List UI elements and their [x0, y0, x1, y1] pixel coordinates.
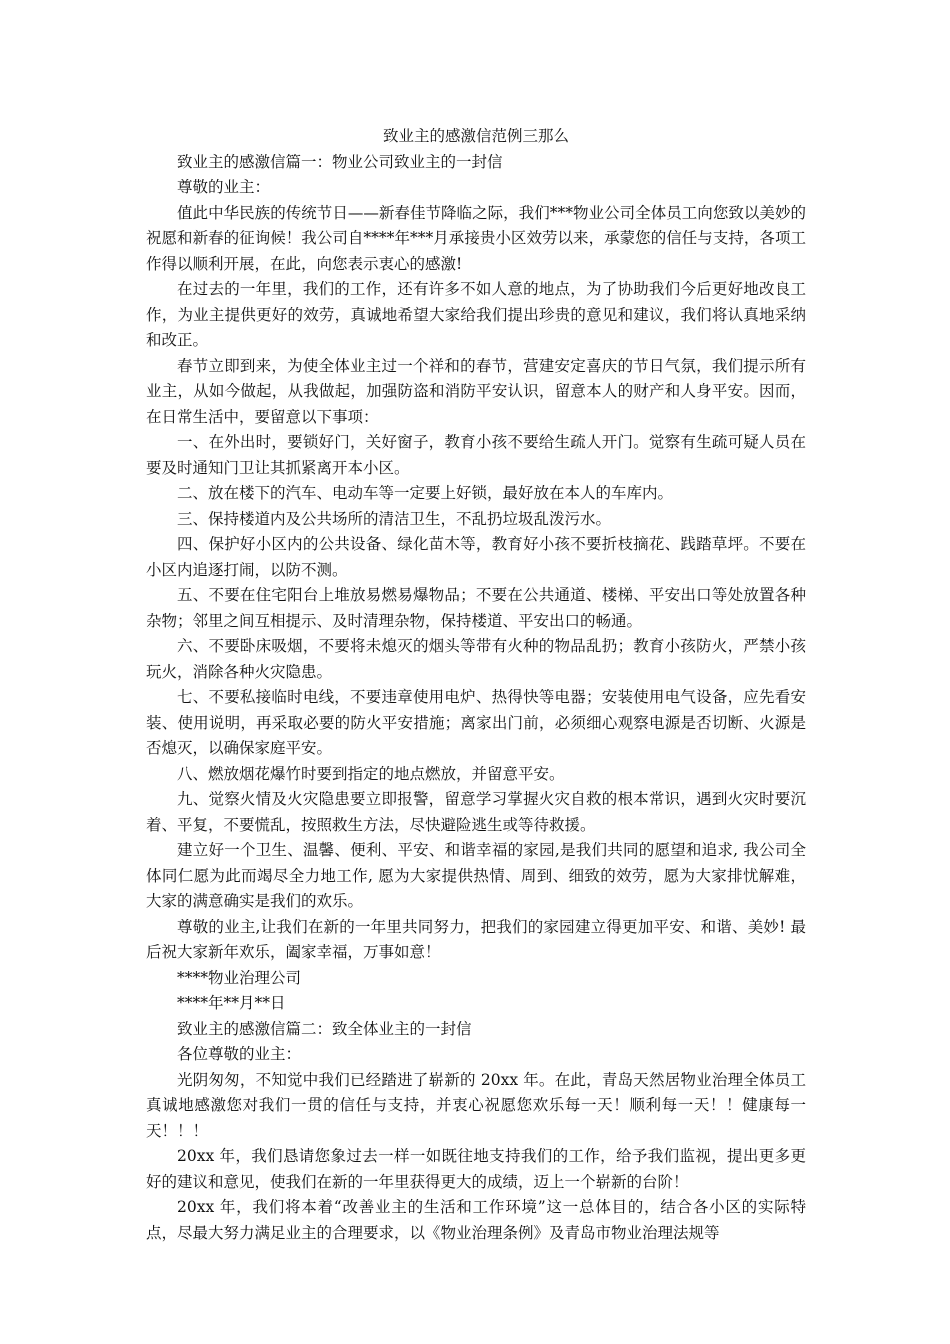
list-item: 七、不要私接临时电线，不要违章使用电炉、热得快等电器；安装使用电气设备，应先看安装、使用说明，再采取必要的防火平安措施；离家出门前，必须细心观察电源是否切断、火源是否熄灭，以确保家庭平安。: [146, 688, 806, 757]
paragraph: 光阴匆匆，不知觉中我们已经踏进了崭新的 20xx 年。在此，青岛天然居物业治理全体员工真诚地感激您对我们一贯的信任与支持，并衷心祝愿您欢乐每一天！顺利每一天！！健康每一天！！！: [146, 1070, 806, 1140]
salutation-1: 尊敬的业主：: [177, 178, 271, 196]
list-item: 一、在外出时，要锁好门，关好窗子，教育小孩不要给生疏人开门。觉察有生疏可疑人员在要及时通知门卫让其抓紧离开本小区。: [146, 433, 806, 477]
paragraph: 建立好一个卫生、温馨、便利、平安、和谐幸福的家园,是我们共同的愿望和追求, 我公司全体同仁愿为此而竭尽全力地工作, 愿为大家提供热情、周到、细致的效劳，愿为大家排忧解难，大家的满意确实是我们的欢乐。: [146, 841, 806, 910]
paragraph: 20xx 年，我们将本着“改善业主的生活和工作环境”这一总体目的，结合各小区的实际特点，尽最大努力满足业主的合理要求，以《物业治理条例》及青岛市物业治理法规等: [146, 1198, 806, 1242]
paragraph: 在过去的一年里，我们的工作，还有许多不如人意的地点，为了协助我们今后更好地改良工作，为业主提供更好的效劳，真诚地希望大家给我们提出珍贵的意见和建议，我们将认真地采纳和改正。: [146, 280, 806, 349]
signature-company: ****物业治理公司: [177, 968, 302, 987]
paragraph: 春节立即到来，为使全体业主过一个祥和的春节，营建安定喜庆的节日气氛，我们提示所有业主，从如今做起，从我做起，加强防盗和消防平安认识，留意本人的财产和人身平安。因而，在日常生活中，要留意以下事项：: [146, 356, 806, 426]
salutation-2: 各位尊敬的业主：: [177, 1045, 302, 1063]
signature-date: ****年**月**日: [177, 994, 286, 1012]
paragraph: 值此中华民族的传统节日——新春佳节降临之际，我们***物业公司全体员工向您致以美妙的祝愿和新春的征询候！我公司自****年***月承接贵小区效劳以来，承蒙您的信任与支持，各项工作得以顺利开展，在此，向您表示衷心的感激!: [146, 203, 806, 273]
paragraph: 尊敬的业主,让我们在新的一年里共同努力，把我们的家园建立得更加平安、和谐、美妙! 最后祝大家新年欢乐，阖家幸福，万事如意！: [146, 917, 806, 961]
section-heading-2: 致业主的感激信篇二：致全体业主的一封信: [177, 1019, 472, 1038]
document-title: 致业主的感激信范例三那么: [382, 127, 569, 145]
list-item: 四、保护好小区内的公共设备、绿化苗木等，教育好小孩不要折枝摘花、践踏草坪。不要在小区内追逐打闹，以防不测。: [146, 535, 806, 579]
list-item: 八、燃放烟花爆竹时要到指定的地点燃放，并留意平安。: [177, 764, 565, 783]
list-item: 三、保持楼道内及公共场所的清洁卫生，不乱扔垃圾乱泼污水。: [177, 509, 612, 528]
list-item: 九、觉察火情及火灾隐患要立即报警，留意学习掌握火灾自救的根本常识，遇到火灾时要沉着、平复，不要慌乱，按照救生方法，尽快避险逃生或等待救援。: [146, 790, 806, 834]
section-heading-1: 致业主的感激信篇一：物业公司致业主的一封信: [177, 152, 503, 171]
list-item: 二、放在楼下的汽车、电动车等一定要上好锁，最好放在本人的车库内。: [177, 484, 674, 502]
paragraph: 20xx 年，我们恳请您象过去一样一如既往地支持我们的工作，给予我们监视，提出更多更好的建议和意见，使我们在新的一年里获得更大的成绩，迈上一个崭新的台阶！: [146, 1147, 806, 1191]
list-item: 五、不要在住宅阳台上堆放易燃易爆物品；不要在公共通道、楼梯、平安出口等处放置各种杂物；邻里之间互相提示、及时清理杂物，保持楼道、平安出口的畅通。: [146, 586, 806, 630]
list-item: 六、不要卧床吸烟，不要将未熄灭的烟头等带有火种的物品乱扔；教育小孩防火，严禁小孩玩火，消除各种火灾隐患。: [146, 637, 806, 681]
document-body: [146, 124, 806, 1246]
